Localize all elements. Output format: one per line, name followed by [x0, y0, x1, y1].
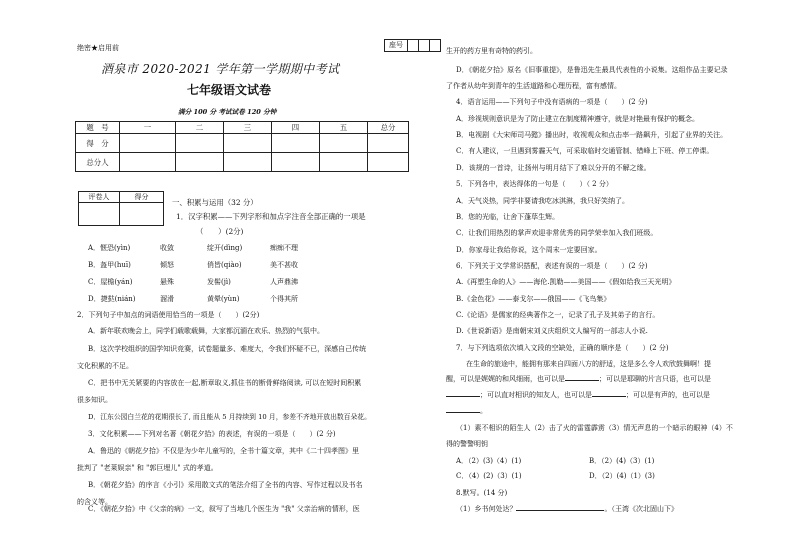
q1-answer-slot: （ ）(2分) — [196, 227, 244, 236]
section-1-heading: 一、积累与运用（32 分） — [172, 198, 258, 207]
score-cell[interactable] — [224, 153, 272, 172]
score-row-label: 总分人 — [76, 153, 120, 172]
grader-score-label: 得分 — [120, 192, 164, 203]
score-cell[interactable] — [368, 134, 409, 153]
q8-prompt: （1）乡书何处达？ — [456, 505, 517, 513]
grader-score-cell[interactable] — [120, 203, 164, 226]
score-cell[interactable] — [272, 153, 320, 172]
score-cell[interactable] — [272, 134, 320, 153]
grader-label: 评卷人 — [79, 192, 120, 203]
q5-option-a: A．天气炎热，同学非要请我吃冰淇淋，我只好笑纳了。 — [456, 197, 630, 205]
score-cell[interactable] — [224, 134, 272, 153]
score-row-label: 得 分 — [76, 134, 120, 153]
q3-option-d-cont: 了作者从幼年到青年的生活道路和心理历程，富有感情。 — [446, 82, 621, 90]
q1-option-a: A．惬恐(yìn) — [88, 244, 131, 252]
score-header-cell: 总分 — [368, 122, 409, 134]
q1-word: 美不甚收 — [270, 261, 298, 269]
q8-heading: 8.默写。(14 分) — [456, 489, 508, 497]
q7-blank-1[interactable] — [565, 380, 599, 381]
q5-option-c: C．让我们用热烈的掌声欢迎非常优秀的同学荣幸加入我们班级。 — [456, 229, 658, 237]
q4-stem: 4．语言运用——下列句子中没有语病的一项是（ ）(2 分) — [456, 98, 648, 106]
q2-option-c-cont: 很多知识。 — [77, 396, 112, 404]
q3-option-a-cont: 批判了 "老莱娱亲" 和 "郭巨埋儿" 式的孝道。 — [77, 464, 218, 472]
q3-option-b-cont: 的含义等。 — [77, 498, 112, 506]
score-cell[interactable] — [176, 153, 224, 172]
score-header-cell: 题 号 — [76, 122, 120, 134]
school-exam-title: 酒泉市 2020-2021 学年第一学期期中考试 — [101, 62, 340, 76]
q7-items-cont: 得的警警明钥 — [446, 440, 488, 448]
q2-option-b-cont: 文化积累的不足。 — [77, 362, 133, 370]
q6-stem: 6．下列关于文学常识搭配，表述有误的一项是（ ）(2 分) — [456, 262, 648, 270]
score-cell[interactable] — [120, 134, 176, 153]
q2-option-c: C．把书中无关紧要的内容放在一起,断章取义,抓住书的断骨鲜络阅读, 可以在短时间积累 — [88, 379, 362, 387]
score-cell[interactable] — [120, 153, 176, 172]
q4-option-c: C．有人建议，一旦遇到雾霾天气，可采取临时交通管制、错峰上下班、停工停课。 — [456, 147, 714, 155]
q8-source: 。（王湾《次北固山下》 — [604, 505, 678, 513]
q1-word: 倾怒 — [160, 261, 174, 269]
score-header-cell: 五 — [320, 122, 368, 134]
q7-option-d: D．（2）(4)（1）(3) — [589, 472, 655, 480]
score-cell[interactable] — [176, 134, 224, 153]
q2-option-b: B．这次学校组织的国学知识竞赛，试卷题量多、难度大，令我们怀疑不已，深感自己传统 — [88, 345, 367, 353]
q7-text: ；可以直对相识的知友人，也可以是 — [480, 391, 592, 399]
q6-option-d: D.《世说新语》是南朝宋刘义庆组织文人编写的一部志人小说. — [456, 327, 648, 335]
q7-passage-line: 在生命的旅途中，能拥有那来自四面八方的舒适，这是多么令人欢欣鼓舞啊！提 — [466, 360, 711, 368]
score-table — [75, 121, 409, 172]
seat-blank-1[interactable] — [408, 40, 419, 51]
seat-number-box — [384, 39, 441, 52]
score-cell[interactable] — [320, 153, 368, 172]
score-cell[interactable] — [368, 153, 409, 172]
q3-option-d: D．《朝花夕拾》原名《旧事重提》，是鲁迅先生最具代表性的小说集。这组作品主要记录 — [456, 66, 728, 74]
classification-label: 绝密★启用前 — [77, 44, 119, 52]
q1-word: 痴痴不理 — [270, 244, 298, 252]
q7-text: ；可以是有声的，也可以是 — [626, 391, 710, 399]
q7-passage-line — [446, 375, 711, 384]
score-header-cell: 二 — [176, 122, 224, 134]
q6-option-c: C.《论语》是儒家的经典著作之一，记录了孔子及其弟子的言行。 — [456, 311, 660, 319]
q7-blank-3[interactable] — [592, 396, 626, 397]
q7-stem: 7．与下列选项依次填入文段的空缺处，正确的顺序是（ ）(2 分) — [456, 344, 669, 352]
q1-word: 收敛 — [160, 244, 174, 252]
score-header-cell: 一 — [120, 122, 176, 134]
q6-option-b: B.《金色花》——泰戈尔——俄国——《飞鸟集》 — [456, 295, 611, 303]
q1-stem: 1．汉字积累——下列字形和加点字注音全部正确的一项是 — [176, 212, 366, 221]
grader-table — [78, 191, 164, 226]
q3-option-c-cont: 生开的药方里有奇特的药引。 — [446, 47, 537, 55]
q1-option-d: D．捷挞(nián) — [88, 295, 136, 303]
q7-option-c: C．（4）(2)（3）(1) — [456, 472, 522, 480]
q1-word: 黄晕(yùn) — [207, 295, 240, 303]
q5-option-d: D．你家母让我给你说，这个周末一定要回家。 — [456, 246, 602, 254]
score-header-row — [76, 122, 409, 134]
q3-option-a: A．鲁迅的《朝花夕拾》不仅是为少年儿童写的，全书十篇文章，其中《二十四孝图》里 — [88, 447, 360, 455]
q1-word: 个得其所 — [270, 295, 298, 303]
q2-option-a: A．新年联欢晚会上，同学们载歌载舞，大家都沉湎在欢乐、热烈的气氛中。 — [88, 327, 325, 335]
exam-info: 满分 100 分 考试试卷 120 分钟 — [178, 108, 277, 116]
score-row — [76, 134, 409, 153]
seat-blank-2[interactable] — [419, 40, 430, 51]
score-header-cell: 三 — [224, 122, 272, 134]
q4-option-a: A．珍视规则意识是为了防止建立在制度精神遵守，就是对艳最有保护的概念。 — [456, 115, 700, 123]
q1-option-b: B．盔甲(huī) — [88, 261, 131, 269]
grader-row — [76, 153, 409, 172]
q7-passage-line — [446, 407, 487, 416]
seat-label: 座号 — [385, 40, 408, 51]
q1-word: 溜滑 — [160, 295, 174, 303]
score-header-cell: 四 — [272, 122, 320, 134]
q1-word: 绽开(dìng) — [207, 244, 243, 252]
q6-option-a: A.《再塑生命的人》——海伦.凯勒——美国——《假如给我三天光明》 — [456, 278, 676, 286]
q1-word: 发髻(jì) — [207, 278, 231, 286]
q7-text: 。 — [480, 407, 487, 415]
q7-option-a: A．（2）(3)（4）(1) — [456, 457, 522, 465]
q7-blank-4[interactable] — [446, 412, 480, 413]
q7-items: （1）素不相识的陌生人（2）击了火的雷霆霹雳（3）情无声息的一个暗示的眼神（4）不 — [456, 424, 733, 432]
q7-option-b: B．（2）(4)（3）(1) — [589, 457, 655, 465]
q5-stem: 5．下列各中，表达得体的一句是（ ）（ 2 分） — [456, 180, 613, 188]
q1-option-c: C．屋檐(yán) — [88, 278, 133, 286]
q1-word: 人声鼎沸 — [270, 278, 298, 286]
q7-passage-line — [446, 391, 710, 400]
q7-text: 醒，可以是娓娓的和风细雨，也可以是 — [446, 375, 565, 383]
q4-option-b: B．电视剧《大宋师司马懿》播出时，收视观众和点击率一路飙升，引起了业界的关注。 — [456, 131, 728, 139]
q8-item-1 — [456, 505, 678, 514]
subject-title: 七年级语文试卷 — [187, 83, 272, 97]
grader-cell[interactable] — [79, 203, 120, 226]
q3-option-c: C．《朝花夕拾》中《父亲的病》一文，叙写了当地几个医生为 "我" 父亲治病的情形，医 — [88, 505, 360, 513]
q5-option-b: B．您的光临，让舍下蓬荜生辉。 — [456, 213, 560, 221]
q7-blank-2[interactable] — [446, 396, 480, 397]
q1-word: 悬殊 — [160, 278, 174, 286]
q2-option-d: D．江东公园白兰花的花期很长了, 而且能从 5 月持续到 10 月，参差不齐地开放出数百朵花。 — [88, 413, 371, 421]
q2-stem: 2．下列句子中加点的词语使用恰当的一项是（ ）(2分) — [77, 311, 260, 319]
seat-blank-3[interactable] — [430, 40, 440, 51]
q8-blank-1[interactable] — [516, 510, 604, 511]
q4-option-d: D．该规的一首诗，让扬州与明月结下了难以分开的不解之缘。 — [456, 164, 651, 172]
q1-word: 俏皆(qiào) — [207, 261, 242, 269]
q3-option-b: B．《朝花夕拾》的序言《小引》采用散文式的笔法介绍了全书的内容、写作过程以及书名 — [88, 481, 363, 489]
q7-text: ；可以是耶聊的片言只语，也可以是 — [599, 375, 711, 383]
score-cell[interactable] — [320, 134, 368, 153]
q3-stem: 3．文化积累——下列对名著《朝花夕拾》的表述，有误的一项是（ ）(2 分) — [88, 430, 336, 438]
